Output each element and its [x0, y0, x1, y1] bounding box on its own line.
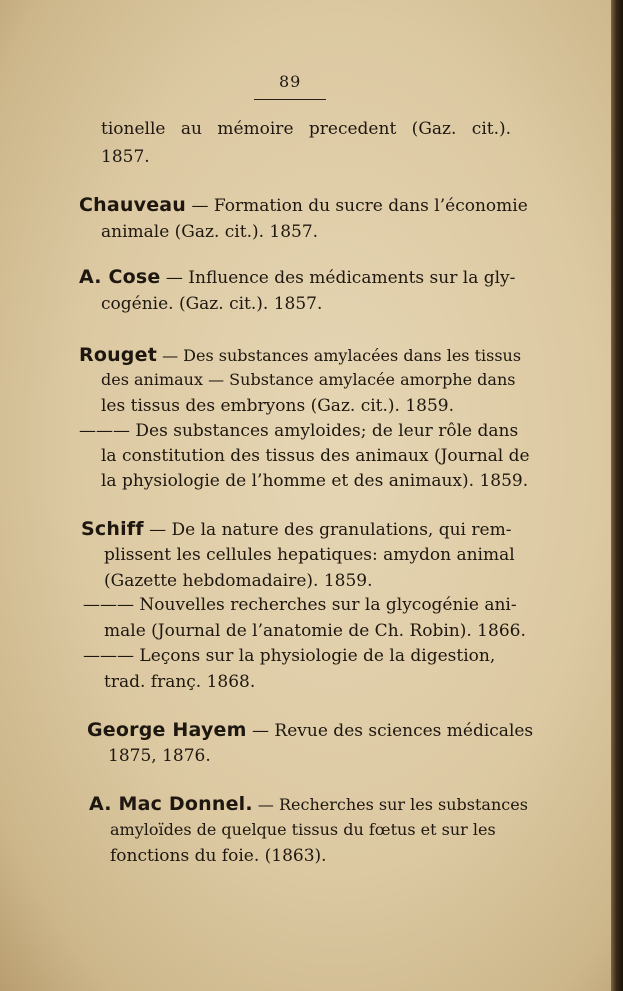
book-binding-edge [611, 0, 623, 991]
entry-text: — Influence des médicaments sur la gly- [160, 268, 516, 288]
entry-first-line [79, 266, 515, 289]
entry-line: tionelle au mémoire precedent (Gaz. cit.). [101, 119, 512, 139]
entry-line: cogénie. (Gaz. cit.). 1857. [101, 294, 323, 314]
page-number: 89 [279, 72, 302, 91]
author-name: Rouget [79, 344, 157, 366]
entry-line: des animaux — Substance amylacée amorphe dans [101, 370, 516, 389]
author-name: Chauveau [79, 194, 187, 216]
entry-line: ——— Des substances amyloides; de leur rôle dans [79, 421, 519, 441]
entry-first-line [89, 793, 528, 816]
author-name: A. Cose [79, 266, 161, 288]
entry-line: (Gazette hebdomadaire). 1859. [104, 571, 373, 591]
entry-line: les tissus des embryons (Gaz. cit.). 1859. [101, 396, 455, 416]
entry-line: 1875, 1876. [108, 746, 211, 766]
entry-first-line [79, 344, 521, 367]
entry-text: — Revue des sciences médicales [246, 721, 534, 741]
author-name: Schiff [81, 518, 144, 540]
entry-first-line [79, 194, 528, 217]
entry-first-line [87, 719, 533, 742]
entry-text: — Recherches sur les substances [252, 795, 528, 814]
entry-line: la physiologie de l’homme et des animaux). 1859. [101, 471, 529, 491]
entry-text: — De la nature des granulations, qui rem- [143, 520, 512, 540]
entry-line: amyloïdes de quelque tissus du fœtus et sur les [110, 820, 496, 839]
entry-line: animale (Gaz. cit.). 1857. [101, 222, 319, 242]
entry-first-line [81, 518, 511, 541]
entry-line: 1857. [101, 147, 150, 167]
author-name: George Hayem [87, 719, 247, 741]
entry-text: — Formation du sucre dans l’économie [186, 196, 528, 216]
entry-line: fonctions du foie. (1863). [110, 846, 327, 866]
entry-text: — Des substances amylacées dans les tissus [156, 346, 522, 365]
entry-line: trad. franç. 1868. [104, 672, 256, 692]
entry-line: la constitution des tissus des animaux (Journal de [101, 446, 530, 466]
header-rule [254, 99, 326, 100]
author-name: A. Mac Donnel. [89, 793, 253, 815]
entry-line: ——— Nouvelles recherches sur la glycogénie ani- [83, 595, 517, 615]
entry-line: ——— Leçons sur la physiologie de la digestion, [83, 646, 496, 666]
entry-line: plissent les cellules hepatiques: amydon animal [104, 545, 515, 565]
entry-line: male (Journal de l’anatomie de Ch. Robin). 1866. [104, 621, 526, 641]
